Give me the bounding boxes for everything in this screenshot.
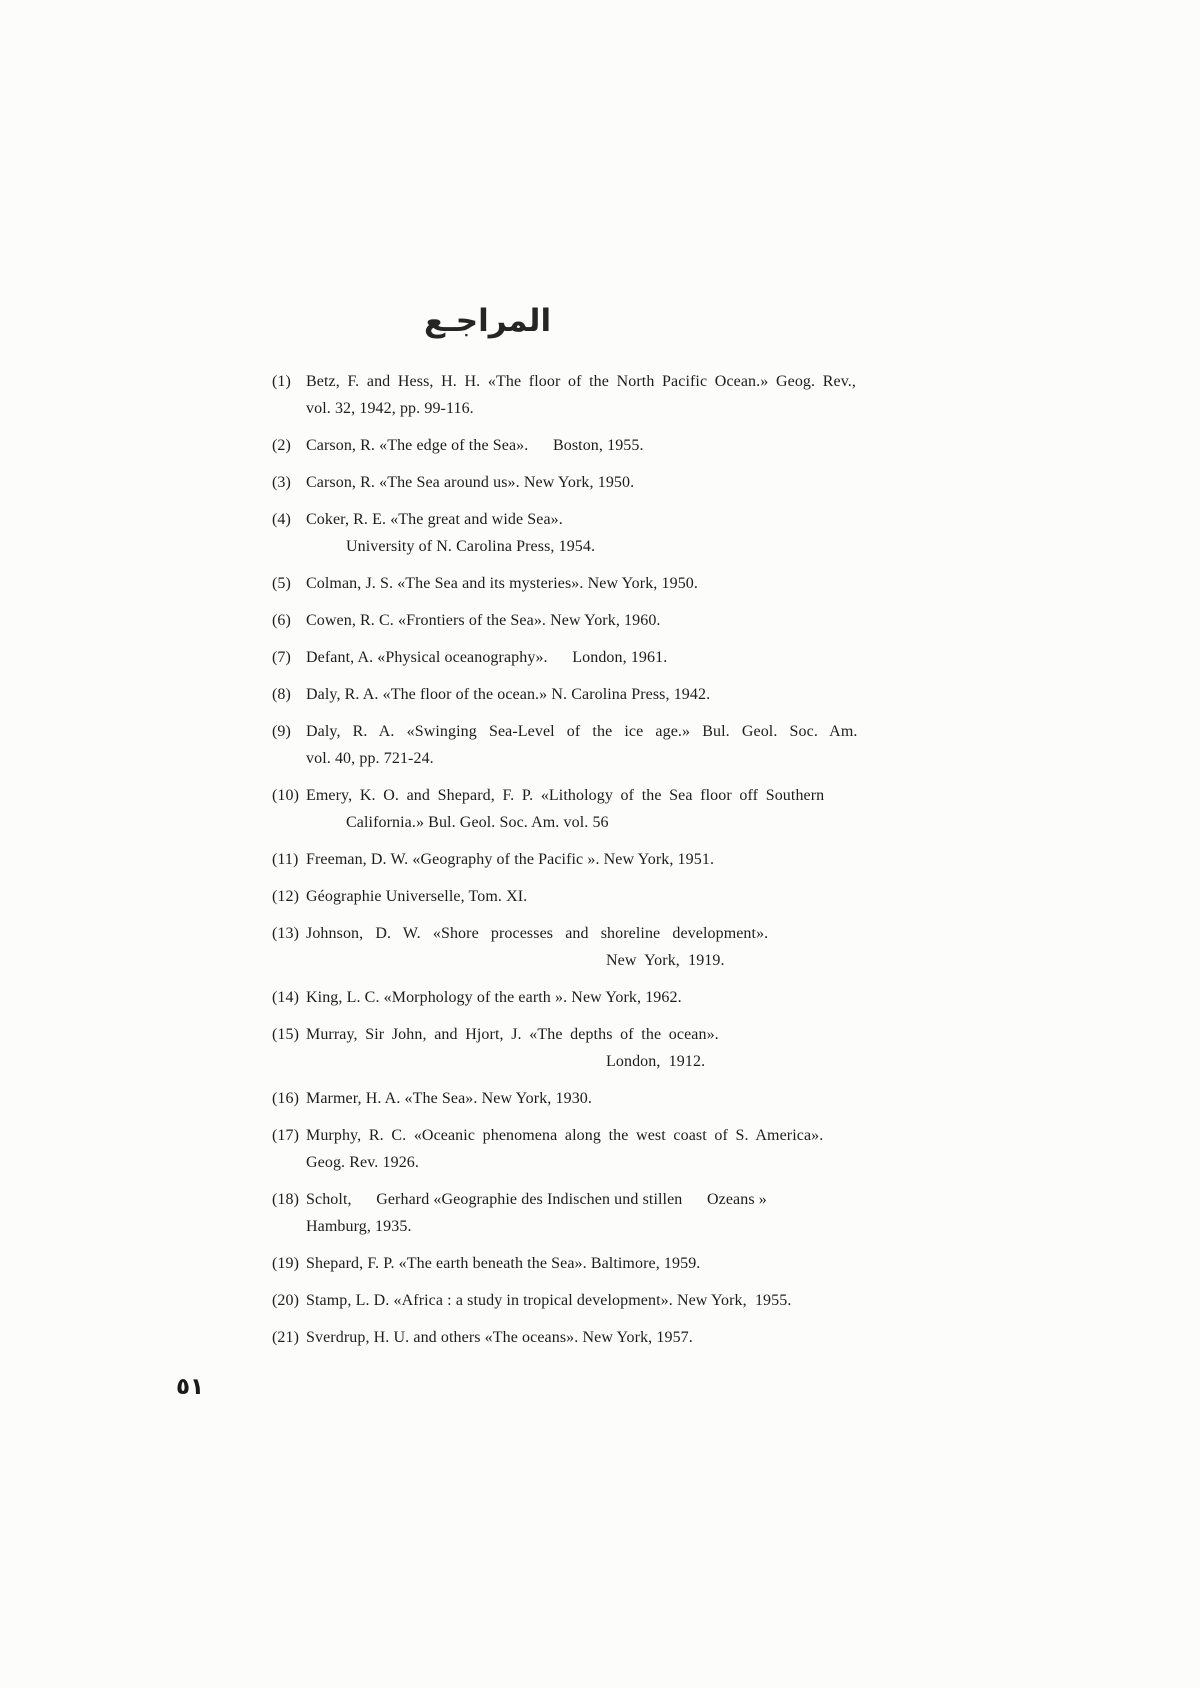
reference-number: (8) <box>272 686 291 703</box>
reference-item <box>272 506 934 560</box>
reference-number: (21) <box>272 1329 300 1346</box>
reference-number: (14) <box>272 989 300 1006</box>
reference-item <box>272 681 934 708</box>
reference-text <box>306 920 934 974</box>
reference-text <box>306 1122 934 1176</box>
reference-item <box>272 1021 934 1075</box>
reference-text <box>306 1085 934 1112</box>
reference-line: King, L. C. «Morphology of the earth ». New York, 1962. <box>306 989 682 1006</box>
reference-text <box>306 1287 934 1314</box>
reference-item <box>272 1085 934 1112</box>
reference-item <box>272 1287 934 1314</box>
reference-text <box>306 984 934 1011</box>
reference-text <box>306 506 934 560</box>
reference-line: University of N. Carolina Press, 1954. <box>346 538 596 555</box>
reference-text <box>306 432 934 459</box>
reference-item <box>272 644 934 671</box>
reference-number: (16) <box>272 1090 300 1107</box>
reference-text <box>306 1021 934 1075</box>
reference-item <box>272 920 934 974</box>
reference-item <box>272 368 934 422</box>
reference-number: (3) <box>272 474 291 491</box>
reference-line: vol. 32, 1942, pp. 99-116. <box>306 400 474 417</box>
reference-line: Defant, A. «Physical oceanography». London, 1961. <box>306 649 668 666</box>
reference-number: (2) <box>272 437 291 454</box>
page-number: ٥١ <box>176 1374 205 1400</box>
reference-text <box>306 883 934 910</box>
references-list <box>272 368 934 1361</box>
reference-number: (6) <box>272 612 291 629</box>
reference-number: (11) <box>272 851 299 868</box>
reference-line: Freeman, D. W. «Geography of the Pacific ». New York, 1951. <box>306 851 715 868</box>
reference-text <box>306 607 934 634</box>
reference-number: (19) <box>272 1255 300 1272</box>
reference-number: (7) <box>272 649 291 666</box>
reference-item <box>272 782 934 836</box>
reference-item <box>272 984 934 1011</box>
reference-line: Daly, R. A. «Swinging Sea-Level of the ice age.» Bul. Geol. Soc. Am. <box>306 723 858 740</box>
reference-line: Emery, K. O. and Shepard, F. P. «Lithology of the Sea floor off Southern <box>306 787 825 804</box>
reference-line: Daly, R. A. «The floor of the ocean.» N. Carolina Press, 1942. <box>306 686 711 703</box>
reference-line: London, 1912. <box>606 1053 706 1070</box>
reference-line: Johnson, D. W. «Shore processes and shoreline development». <box>306 925 769 942</box>
reference-line: Shepard, F. P. «The earth beneath the Sea». Baltimore, 1959. <box>306 1255 701 1272</box>
reference-number: (10) <box>272 787 300 804</box>
reference-item <box>272 1186 934 1240</box>
reference-item <box>272 883 934 910</box>
reference-number: (5) <box>272 575 291 592</box>
reference-number: (15) <box>272 1026 300 1043</box>
reference-number: (4) <box>272 511 291 528</box>
reference-line: Stamp, L. D. «Africa : a study in tropical development». New York, 1955. <box>306 1292 792 1309</box>
reference-item <box>272 607 934 634</box>
reference-line: New York, 1919. <box>606 952 725 969</box>
reference-line: Géographie Universelle, Tom. XI. <box>306 888 528 905</box>
reference-line: Carson, R. «The edge of the Sea». Boston, 1955. <box>306 437 644 454</box>
reference-line: Murphy, R. C. «Oceanic phenomena along the west coast of S. America». <box>306 1127 824 1144</box>
reference-number: (9) <box>272 723 291 740</box>
reference-item <box>272 469 934 496</box>
reference-text <box>306 368 934 422</box>
reference-item <box>272 1324 934 1351</box>
reference-text <box>306 1324 934 1351</box>
reference-number: (20) <box>272 1292 300 1309</box>
reference-line: Cowen, R. C. «Frontiers of the Sea». New York, 1960. <box>306 612 661 629</box>
reference-number: (12) <box>272 888 300 905</box>
reference-number: (13) <box>272 925 300 942</box>
reference-text <box>306 718 934 772</box>
reference-text <box>306 1186 934 1240</box>
reference-text <box>306 469 934 496</box>
reference-line: Scholt, Gerhard «Geographie des Indischen und stillen Ozeans » <box>306 1191 767 1208</box>
reference-number: (1) <box>272 373 291 390</box>
reference-text <box>306 644 934 671</box>
reference-line: Marmer, H. A. «The Sea». New York, 1930. <box>306 1090 592 1107</box>
reference-item <box>272 718 934 772</box>
reference-text <box>306 846 934 873</box>
reference-text <box>306 681 934 708</box>
reference-line: Sverdrup, H. U. and others «The oceans». New York, 1957. <box>306 1329 693 1346</box>
reference-line: Murray, Sir John, and Hjort, J. «The depths of the ocean». <box>306 1026 719 1043</box>
reference-line: Betz, F. and Hess, H. H. «The floor of the North Pacific Ocean.» Geog. Rev., <box>306 373 856 390</box>
reference-line: Coker, R. E. «The great and wide Sea». <box>306 511 563 528</box>
references-title-arabic: المراجـع <box>424 303 552 339</box>
reference-item <box>272 846 934 873</box>
reference-item <box>272 1250 934 1277</box>
reference-item <box>272 1122 934 1176</box>
reference-line: Hamburg, 1935. <box>306 1218 412 1235</box>
reference-line: vol. 40, pp. 721-24. <box>306 750 434 767</box>
reference-text <box>306 570 934 597</box>
reference-item <box>272 432 934 459</box>
reference-text <box>306 1250 934 1277</box>
reference-text <box>306 782 934 836</box>
reference-line: Carson, R. «The Sea around us». New York, 1950. <box>306 474 635 491</box>
reference-line: Colman, J. S. «The Sea and its mysteries». New York, 1950. <box>306 575 699 592</box>
reference-line: California.» Bul. Geol. Soc. Am. vol. 56 <box>346 814 609 831</box>
reference-number: (17) <box>272 1127 300 1144</box>
reference-line: Geog. Rev. 1926. <box>306 1154 419 1171</box>
reference-number: (18) <box>272 1191 300 1208</box>
reference-item <box>272 570 934 597</box>
